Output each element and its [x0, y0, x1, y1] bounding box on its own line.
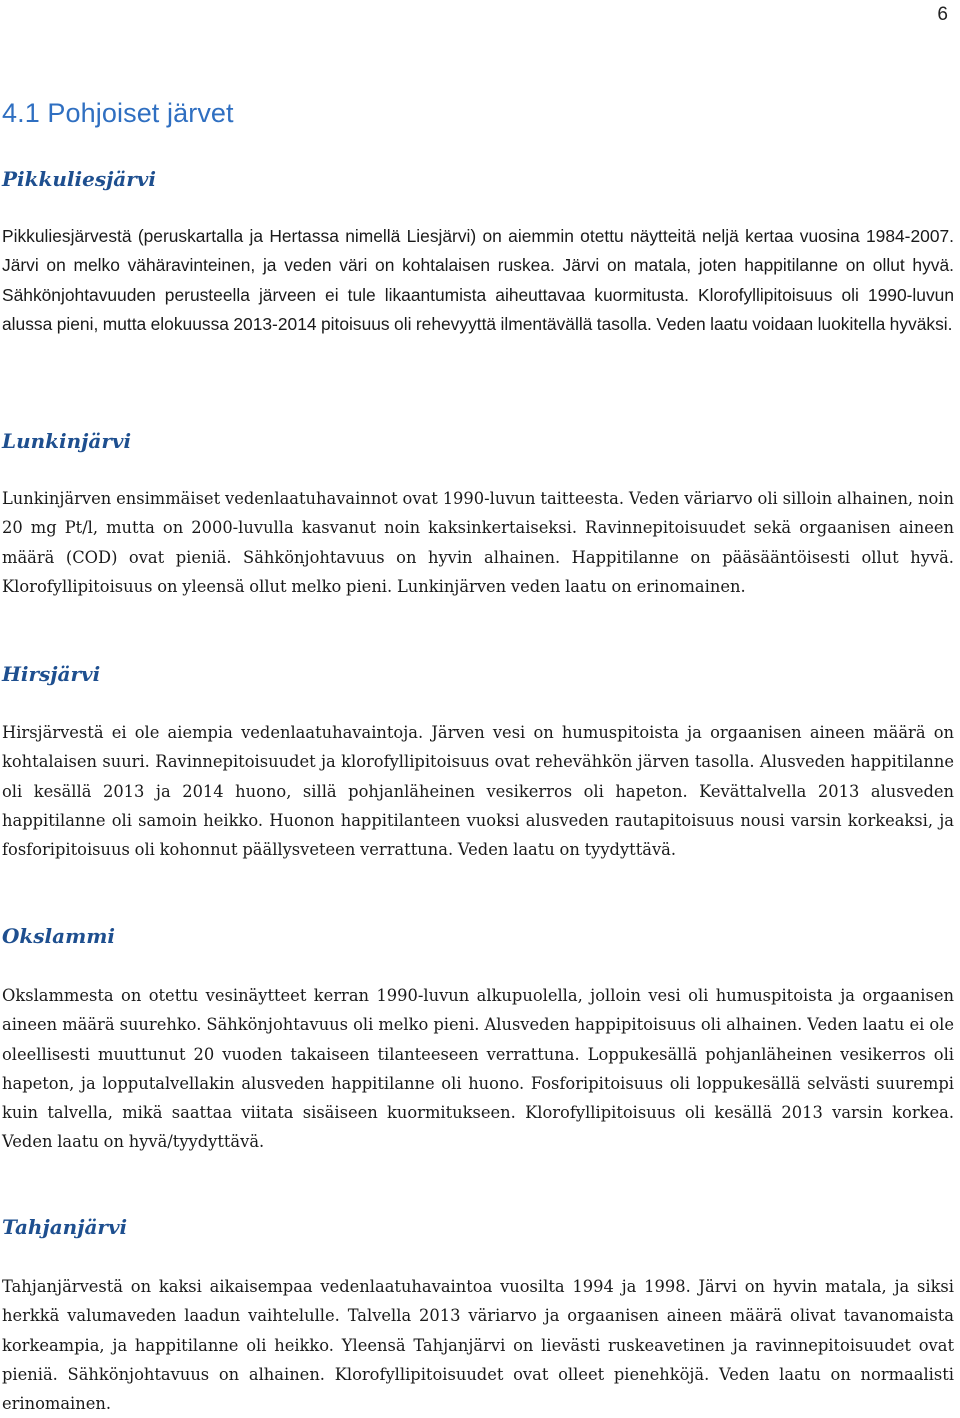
section-okslammi	[2, 922, 954, 1157]
section-heading: Hirsjärvi	[2, 662, 101, 686]
section-heading: Pikkuliesjärvi	[2, 167, 157, 191]
section-paragraph: Pikkuliesjärvestä (peruskartalla ja Hertassa nimellä Liesjärvi) on aiemmin otettu näytteitä neljä kertaa vuosina 1984-2007. Järvi on melko vähäravinteinen, ja veden väri on kohtalaisen ruskea. Järvi on matala, joten happitilanne on ollut hyvä. Sähkönjohtavuuden perusteella järveen ei tule likaantumista aiheuttavaa kuormitusta. Klorofyllipitoisuus oli 1990-luvun alussa pieni, mutta elokuussa 2013-2014 pitoisuus oli rehevyyttä ilmentävällä tasolla. Veden laatu voidaan luokitella hyväksi.	[2, 226, 954, 335]
section-paragraph: Hirsjärvestä ei ole aiempia vedenlaatuhavaintoja. Järven vesi on humuspitoista ja orgaanisen aineen määrä on kohtalaisen suuri. Ravinnepitoisuudet ja klorofyllipitoisuus ovat rehevähkön järven tasolla. Alusveden happitilanne oli kesällä 2013 ja 2014 huono, sillä pohjanläheinen vesikerros oli hapeton. Kevättalvella 2013 alusveden happitilanne oli samoin heikko. Huonon happitilanteen vuoksi alusveden rautapitoisuus nousi varsin korkeaksi, ja fosforipitoisuus oli kohonnut päällysveteen verrattuna. Veden laatu on tyydyttävä.	[2, 723, 954, 860]
section-pikkuliesjarvi	[2, 165, 954, 340]
chapter-title: 4.1 Pohjoiset järvet	[2, 98, 234, 128]
section-paragraph: Lunkinjärven ensimmäiset vedenlaatuhavainnot ovat 1990-luvun taitteesta. Veden väriarvo oli silloin alhainen, noin 20 mg Pt/l, mutta on 2000-luvulla kasvanut noin kaksinkertaiseksi. Ravinnepitoisuudet sekä orgaanisen aineen määrä (COD) ovat pieniä. Sähkönjohtavuus on hyvin alhainen. Happitilanne on pääsääntöisesti ollut hyvä. Klorofyllipitoisuus on yleensä ollut melko pieni. Lunkinjärven veden laatu on erinomainen.	[2, 489, 954, 596]
section-heading: Okslammi	[2, 924, 116, 948]
page-number: 6	[937, 4, 948, 25]
section-tahjanjarvi	[2, 1213, 954, 1418]
section-heading: Lunkinjärvi	[2, 429, 132, 453]
section-lunkinjarvi	[2, 427, 954, 601]
section-hirsjarvi	[2, 660, 954, 864]
section-heading: Tahjanjärvi	[2, 1215, 128, 1239]
section-paragraph: Tahjanjärvestä on kaksi aikaisempaa vedenlaatuhavaintoa vuosilta 1994 ja 1998. Järvi on hyvin matala, ja siksi herkkä valumaveden laadun vaihtelulle. Talvella 2013 väriarvo ja orgaanisen aineen määrä olivat tavanomaista korkeampia, ja happitilanne oli heikko. Yleensä Tahjanjärvi on lievästi ruskeavetinen ja ravinnepitoisuudet ovat pieniä. Sähkönjohtavuus on alhainen. Klorofyllipitoisuudet ovat olleet pienehköjä. Veden laatu on normaalisti erinomainen.	[2, 1277, 954, 1414]
section-paragraph: Okslammesta on otettu vesinäytteet kerran 1990-luvun alkupuolella, jolloin vesi oli humuspitoista ja orgaanisen aineen määrä suurehko. Sähkönjohtavuus oli melko pieni. Alusveden happipitoisuus oli alhainen. Veden laatu ei ole oleellisesti muuttunut 20 vuoden takaiseen tilanteeseen verrattuna. Loppukesällä pohjanläheinen vesikerros oli hapeton, ja lopputalvellakin alusveden happitilanne oli huono. Fosforipitoisuus oli loppukesällä selvästi suurempi kuin talvella, mikä saattaa viitata sisäiseen kuormitukseen. Klorofyllipitoisuus oli kesällä 2013 varsin korkea. Veden laatu on hyvä/tyydyttävä.	[2, 986, 954, 1152]
